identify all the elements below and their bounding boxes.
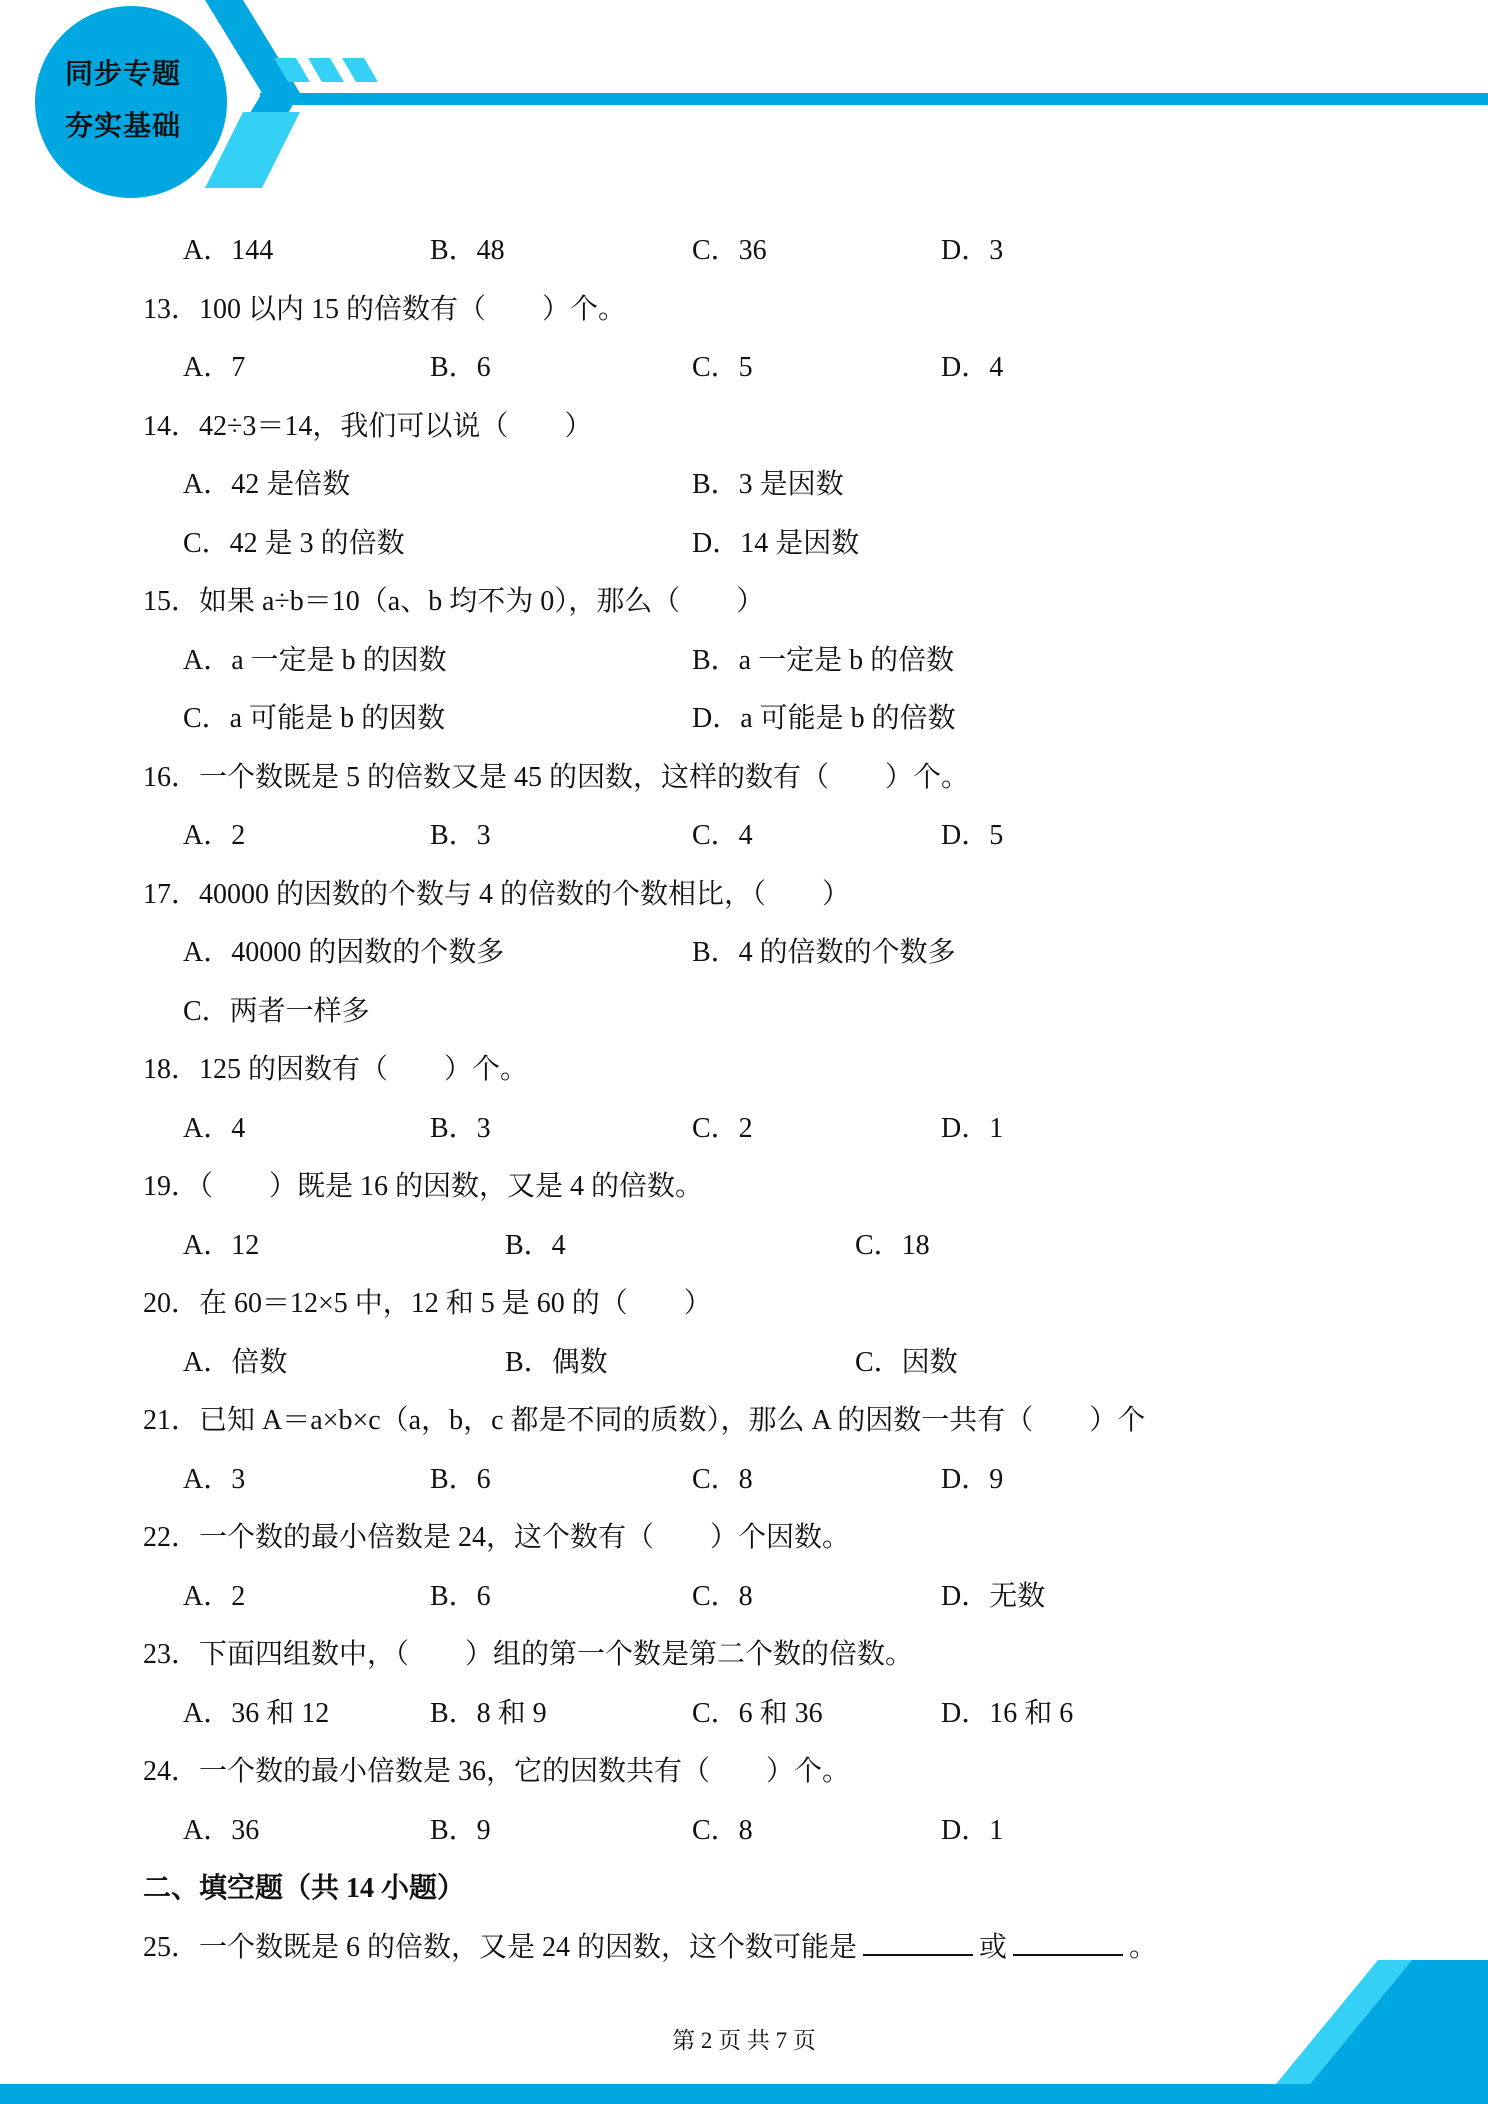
- answer-options-row: [143, 456, 1343, 515]
- answer-option[interactable]: D．1: [941, 1112, 1004, 1144]
- answer-option[interactable]: C．36: [692, 235, 767, 266]
- answer-option[interactable]: C．42 是 3 的倍数: [183, 527, 405, 559]
- answer-option[interactable]: C．18: [855, 1229, 930, 1261]
- question-text: 21．已知 A＝a×b×c（a，b，c 都是不同的质数），那么 A 的因数一共有（ ）个: [143, 1405, 1146, 1436]
- answer-options-row: [143, 924, 1343, 983]
- answer-option[interactable]: D．9: [941, 1463, 1004, 1495]
- answer-option[interactable]: A．12: [183, 1229, 260, 1261]
- question-text: 19．（ ）既是 16 的因数，又是 4 的倍数。: [143, 1171, 704, 1202]
- answer-options-row: [143, 983, 1343, 1042]
- answer-options-row: [143, 1685, 1343, 1744]
- answer-option[interactable]: B．3: [430, 1112, 491, 1144]
- question-text: 23．下面四组数中，（ ）组的第一个数是第二个数的倍数。: [143, 1639, 914, 1670]
- header-stripe-3: [342, 58, 378, 82]
- answer-option[interactable]: A．4: [183, 1112, 246, 1144]
- section-heading: 二、填空题（共 14 小题）: [143, 1873, 466, 1904]
- answer-option[interactable]: B．6: [430, 1463, 491, 1495]
- answer-option[interactable]: B．a 一定是 b 的倍数: [692, 644, 955, 676]
- question-list: [143, 222, 1343, 1977]
- answer-option[interactable]: D．a 可能是 b 的倍数: [692, 703, 956, 734]
- answer-option[interactable]: A．7: [183, 352, 246, 383]
- answer-option[interactable]: D．14 是因数: [692, 527, 860, 559]
- question-text: 15．如果 a÷b＝10（a、b 均不为 0），那么（ ）: [143, 586, 765, 617]
- answer-option[interactable]: C．8: [692, 1580, 753, 1612]
- connector-text: 或: [979, 1931, 1008, 1963]
- answer-option[interactable]: B．3: [430, 820, 491, 851]
- answer-option[interactable]: A．a 一定是 b 的因数: [183, 644, 447, 676]
- answer-option[interactable]: C．6 和 36: [692, 1697, 823, 1729]
- header-stripe-2: [308, 58, 344, 82]
- question-text: 16．一个数既是 5 的倍数又是 45 的因数，这样的数有（ ）个。: [143, 761, 970, 793]
- answer-option[interactable]: C．a 可能是 b 的因数: [183, 703, 446, 734]
- answer-option[interactable]: C．因数: [855, 1346, 958, 1378]
- answer-option[interactable]: B．4: [505, 1229, 566, 1261]
- answer-option[interactable]: D．1: [941, 1814, 1004, 1846]
- answer-option[interactable]: D．3: [941, 235, 1004, 266]
- answer-options-row: [143, 1217, 1343, 1276]
- answer-options-row: [143, 1451, 1343, 1510]
- answer-option[interactable]: A．40000 的因数的个数多: [183, 937, 505, 968]
- question-text: 17．40000 的因数的个数与 4 的倍数的个数相比，（ ）: [143, 878, 851, 910]
- question-text: 25．一个数既是 6 的倍数，又是 24 的因数，这个数可能是: [143, 1931, 858, 1963]
- answer-option[interactable]: B．偶数: [505, 1346, 608, 1378]
- question-text: 20．在 60＝12×5 中，12 和 5 是 60 的（ ）: [143, 1288, 712, 1319]
- answer-option[interactable]: A．3: [183, 1463, 246, 1495]
- answer-option[interactable]: A．144: [183, 235, 274, 266]
- answer-option[interactable]: A．2: [183, 1580, 246, 1612]
- answer-options-row: [143, 222, 1343, 281]
- answer-options-row: [143, 1568, 1343, 1627]
- header-badge-label: [48, 48, 198, 152]
- footer-rule: [0, 2084, 1488, 2104]
- question-text: 24．一个数的最小倍数是 36，它的因数共有（ ）个。: [143, 1756, 851, 1787]
- answer-options-row: [143, 1334, 1343, 1393]
- answer-option[interactable]: A．倍数: [183, 1346, 288, 1378]
- answer-option[interactable]: C．两者一样多: [183, 995, 370, 1027]
- answer-option[interactable]: A．42 是倍数: [183, 469, 351, 500]
- answer-option[interactable]: B．3 是因数: [692, 469, 844, 500]
- answer-options-row: [143, 1802, 1343, 1861]
- question-text: 14．42÷3＝14，我们可以说（ ）: [143, 410, 593, 442]
- badge-line-2: 夯实基础: [64, 109, 181, 142]
- question-text: 18．125 的因数有（ ）个。: [143, 1054, 529, 1085]
- answer-option[interactable]: A．36 和 12: [183, 1697, 330, 1729]
- question-text: 22．一个数的最小倍数是 24，这个数有（ ）个因数。: [143, 1522, 851, 1553]
- answer-options-row: [143, 690, 1343, 749]
- page-header-banner: [0, 0, 1488, 200]
- header-rule: [260, 93, 1488, 105]
- answer-options-row: [143, 515, 1343, 574]
- answer-option[interactable]: B．4 的倍数的个数多: [692, 937, 956, 968]
- answer-option[interactable]: C．8: [692, 1463, 753, 1495]
- answer-option[interactable]: A．2: [183, 820, 246, 851]
- answer-option[interactable]: C．4: [692, 820, 753, 851]
- answer-options-row: [143, 339, 1343, 398]
- answer-options-row: [143, 807, 1343, 866]
- answer-option[interactable]: B．48: [430, 235, 505, 266]
- question-text: 13．100 以内 15 的倍数有（ ）个。: [143, 293, 627, 325]
- end-punctuation: 。: [1129, 1931, 1158, 1963]
- answer-option[interactable]: C．2: [692, 1112, 753, 1144]
- answer-option[interactable]: D．5: [941, 820, 1004, 851]
- answer-option[interactable]: B．6: [430, 352, 491, 383]
- answer-option[interactable]: C．5: [692, 352, 753, 383]
- answer-options-row: [143, 632, 1343, 691]
- answer-options-row: [143, 1100, 1343, 1159]
- answer-option[interactable]: A．36: [183, 1814, 260, 1846]
- answer-option[interactable]: D．无数: [941, 1580, 1046, 1612]
- answer-option[interactable]: D．4: [941, 352, 1004, 383]
- answer-option[interactable]: B．8 和 9: [430, 1697, 547, 1729]
- badge-line-1: 同步专题: [64, 57, 181, 90]
- answer-option[interactable]: B．6: [430, 1580, 491, 1612]
- answer-option[interactable]: B．9: [430, 1814, 491, 1846]
- answer-option[interactable]: C．8: [692, 1814, 753, 1846]
- answer-option[interactable]: D．16 和 6: [941, 1697, 1074, 1729]
- page-number: 第 2 页 共 7 页: [672, 2028, 816, 2053]
